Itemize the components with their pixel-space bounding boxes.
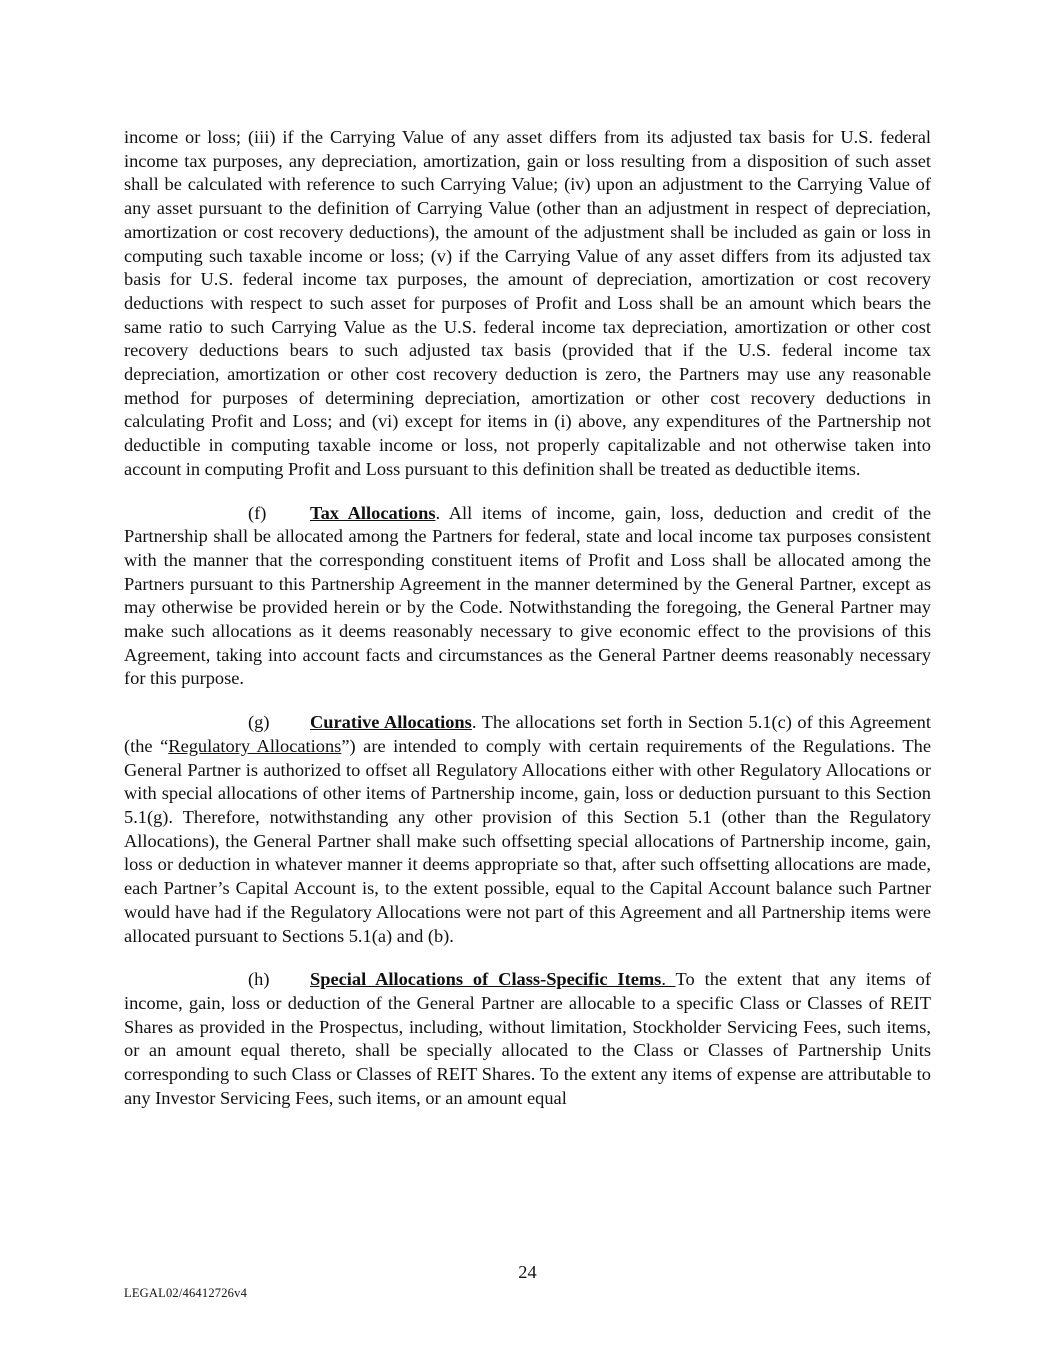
page-number: 24	[518, 1262, 537, 1282]
section-g-curative-allocations	[124, 711, 931, 948]
heading-suffix: .	[471, 712, 477, 733]
heading-suffix: .	[661, 969, 676, 990]
section-heading: Tax Allocations	[310, 502, 436, 523]
section-label: (g)	[248, 712, 270, 733]
section-heading: Special Allocations of Class-Specific Items	[310, 969, 662, 990]
heading-suffix: .	[435, 502, 441, 523]
section-body: To the extent that any items of income, gain, loss or deduction of the General Partner are allocable to a specific Class or Classes of REIT Shares as provided in the Prospectus, including, without limitation, Stockholder Servicing Fees, such items, or an amount equal thereto, shall be specially allocated to the Class or Classes of Partnership Units corresponding to such Class or Classes of REIT Shares. To the extent any items of expense are attributable to any Investor Servicing Fees, such items, or an amount equal	[124, 969, 931, 1108]
section-label: (h)	[248, 969, 270, 990]
section-heading: Curative Allocations	[310, 712, 472, 733]
section-body-part-1: The allocations set forth in Section 5.1(c) of this Agreement (the “	[124, 712, 931, 756]
document-id: LEGAL02/46412726v4	[124, 1286, 248, 1300]
section-body: All items of income, gain, loss, deduction and credit of the Partnership shall be allocated among the Partners for federal, state and local income tax purposes consistent with the manner that the corresponding constituent items of Profit and Loss shall be allocated among the Partners pursuant to this Partnership Agreement in the manner determined by the General Partner, except as may otherwise be provided herein or by the Code. Notwithstanding the foregoing, the General Partner may make such allocations as it deems reasonably necessary to give economic effect to the provisions of this Agreement, taking into account facts and circumstances as the General Partner deems reasonably necessary for this purpose.	[124, 502, 932, 689]
continuation-paragraph: income or loss; (iii) if the Carrying Value of any asset differs from its adjusted tax basis for U.S. federal income tax purposes, any depreciation, amortization, gain or loss resulting from a disposition of such asset shall be calculated with reference to such Carrying Value; (iv) upon an adjustment to the Carrying Value of any asset pursuant to the definition of Carrying Value (other than an adjustment in respect of depreciation, amortization or cost recovery deductions), the amount of the adjustment shall be included as gain or loss in computing such taxable income or loss; (v) if the Carrying Value of any asset differs from its adjusted tax basis for U.S. federal income tax purposes, the amount of depreciation, amortization or cost recovery deductions with respect to such asset for purposes of Profit and Loss shall be an amount which bears the same ratio to such Carrying Value as the U.S. federal income tax depreciation, amortization or other cost recovery deductions bears to such adjusted tax basis (provided that if the U.S. federal income tax depreciation, amortization or other cost recovery deduction is zero, the Partners may use any reasonable method for purposes of determining depreciation, amortization or other cost recovery deductions in calculating Profit and Loss; and (vi) except for items in (i) above, any expenditures of the Partnership not deductible in computing taxable income or loss, not properly capitalizable and not otherwise taken into account in computing Profit and Loss pursuant to this definition shall be treated as deductible items.	[124, 127, 931, 479]
section-f-tax-allocations	[124, 502, 931, 692]
section-body-part-2: ”) are intended to comply with certain requirements of the Regulations. The General Partner is authorized to offset all Regulatory Allocations either with other Regulatory Allocations or with special allocations of other items of Partnership income, gain, loss or deduction pursuant to this Section 5.1(g). Therefore, notwithstanding any other provision of this Section 5.1 (other than the Regulatory Allocations), the General Partner shall make such offsetting special allocations of Partnership income, gain, loss or deduction in whatever manner it deems appropriate so that, after such offsetting allocations are made, each Partner’s Capital Account is, to the extent possible, equal to the Capital Account balance such Partner would have had if the Regulatory Allocations were not part of this Agreement and all Partnership items were allocated pursuant to Sections 5.1(a) and (b).	[124, 735, 931, 946]
section-h-special-allocations	[124, 968, 931, 1110]
defined-term: Regulatory Allocations	[168, 735, 342, 756]
document-body	[124, 126, 931, 1130]
section-label: (f)	[248, 502, 267, 523]
